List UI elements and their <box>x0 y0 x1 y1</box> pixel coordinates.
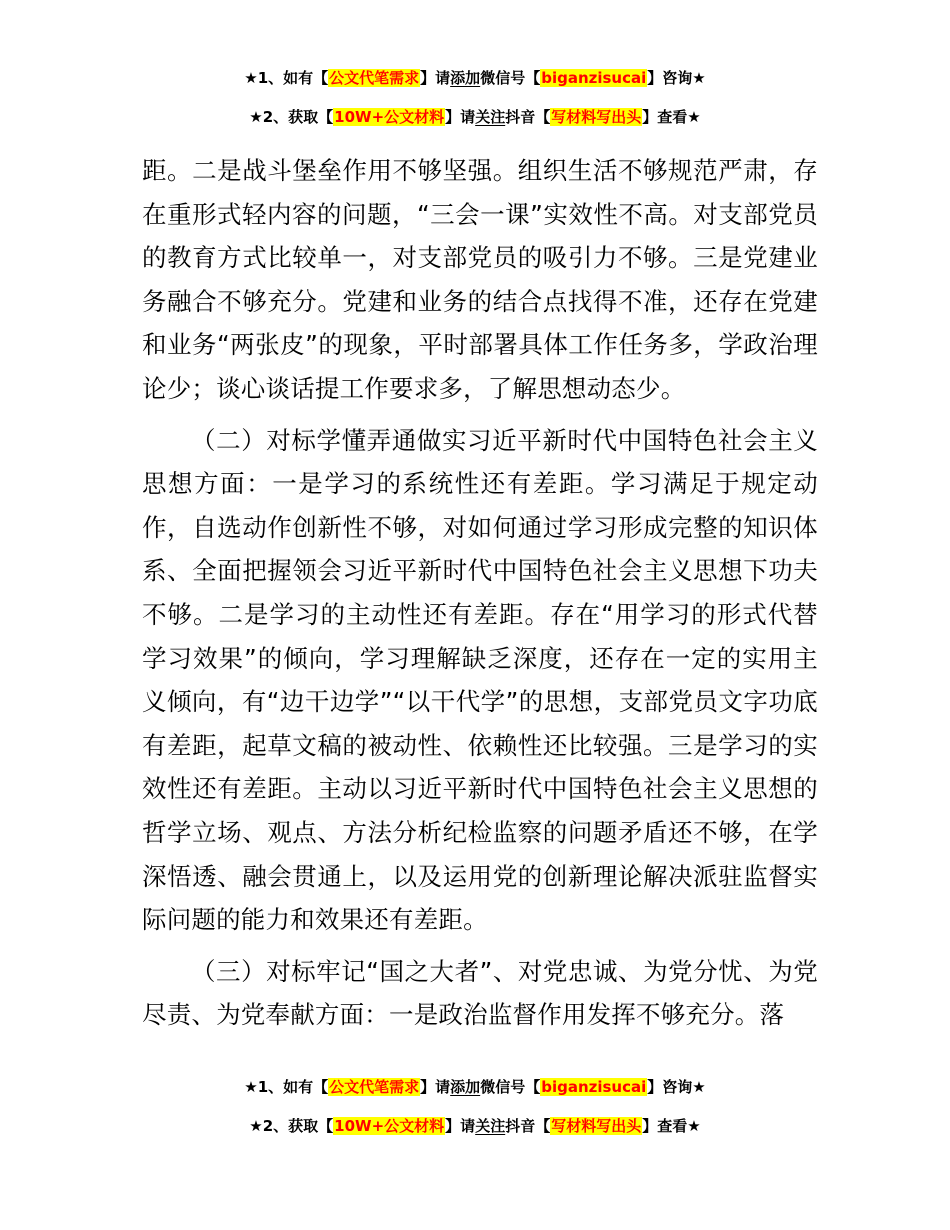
highlighted-phrase: 10W+公文材料 <box>334 1117 445 1135</box>
banner-text: 】请 <box>445 1117 476 1135</box>
underlined-phrase: 添加 <box>450 69 481 87</box>
footer-promo-line-1 <box>0 1076 950 1098</box>
body-paragraph: （三）对标牢记“国之大者”、对党忠诚、为党分忧、为党尽责、为党奉献方面：一是政治监督作用发挥不够充分。落 <box>142 956 818 1030</box>
header-promo-line-2 <box>0 106 950 128</box>
banner-text: 】咨询 <box>647 1078 693 1096</box>
document-body <box>142 149 818 1045</box>
highlighted-phrase: 公文代笔需求 <box>329 69 420 87</box>
banner-text: 1、如有【 <box>257 69 329 87</box>
star-icon: ★ <box>249 108 263 126</box>
douyin-account-highlight: 写材料写出头 <box>551 1117 642 1135</box>
banner-text: 微信号【 <box>480 69 541 87</box>
banner-text: 2、获取【 <box>262 108 334 126</box>
star-icon: ★ <box>687 108 701 126</box>
banner-text: 1、如有【 <box>257 1078 329 1096</box>
banner-text: 微信号【 <box>480 1078 541 1096</box>
banner-text: 】请 <box>445 108 476 126</box>
star-icon: ★ <box>692 69 706 87</box>
underlined-phrase: 添加 <box>450 1078 481 1096</box>
star-icon: ★ <box>244 69 258 87</box>
underlined-phrase: 关注 <box>475 108 506 126</box>
star-icon: ★ <box>687 1117 701 1135</box>
star-icon: ★ <box>692 1078 706 1096</box>
wechat-id-highlight: biganzisucai <box>541 1078 647 1096</box>
footer-promo-line-2 <box>0 1115 950 1137</box>
banner-text: 】咨询 <box>647 69 693 87</box>
banner-text: 】请 <box>420 69 451 87</box>
highlighted-phrase: 10W+公文材料 <box>334 108 445 126</box>
banner-text: 】查看 <box>642 1117 688 1135</box>
banner-text: 2、获取【 <box>262 1117 334 1135</box>
banner-text: 】请 <box>420 1078 451 1096</box>
douyin-account-highlight: 写材料写出头 <box>551 108 642 126</box>
underlined-phrase: 关注 <box>475 1117 506 1135</box>
banner-text: 】查看 <box>642 108 688 126</box>
body-paragraph: （二）对标学懂弄通做实习近平新时代中国特色社会主义思想方面：一是学习的系统性还有差距。学习满足于规定动作，自选动作创新性不够，对如何通过学习形成完整的知识体系、全面把握领会习近平新时代中国特色社会主义思想下功夫不够。二是学习的主动性还有差距。存在“用学习的形式代替学习效果”的倾向，学习理解缺乏深度，还存在一定的实用主义倾向，有“边干边学”“以干代学”的思想，支部党员文字功底有差距，起草文稿的被动性、依赖性还比较强。三是学习的实效性还有差距。主动以习近平新时代中国特色社会主义思想的哲学立场、观点、方法分析纪检监察的问题矛盾还不够，在学深悟透、融会贯通上，以及运用党的创新理论解决派驻监督实际问题的能力和效果还有差距。 <box>142 425 818 935</box>
highlighted-phrase: 公文代笔需求 <box>329 1078 420 1096</box>
star-icon: ★ <box>249 1117 263 1135</box>
wechat-id-highlight: biganzisucai <box>541 69 647 87</box>
body-paragraph: 距。二是战斗堡垒作用不够坚强。组织生活不够规范严肃，存在重形式轻内容的问题，“三会一课”实效性不高。对支部党员的教育方式比较单一，对支部党员的吸引力不够。三是党建业务融合不够充分。党建和业务的结合点找得不准，还存在党建和业务“两张皮”的现象，平时部署具体工作任务多，学政治理论少；谈心谈话提工作要求多，了解思想动态少。 <box>142 156 818 403</box>
banner-text: 抖音【 <box>505 1117 551 1135</box>
header-promo-line-1 <box>0 67 950 89</box>
star-icon: ★ <box>244 1078 258 1096</box>
banner-text: 抖音【 <box>505 108 551 126</box>
